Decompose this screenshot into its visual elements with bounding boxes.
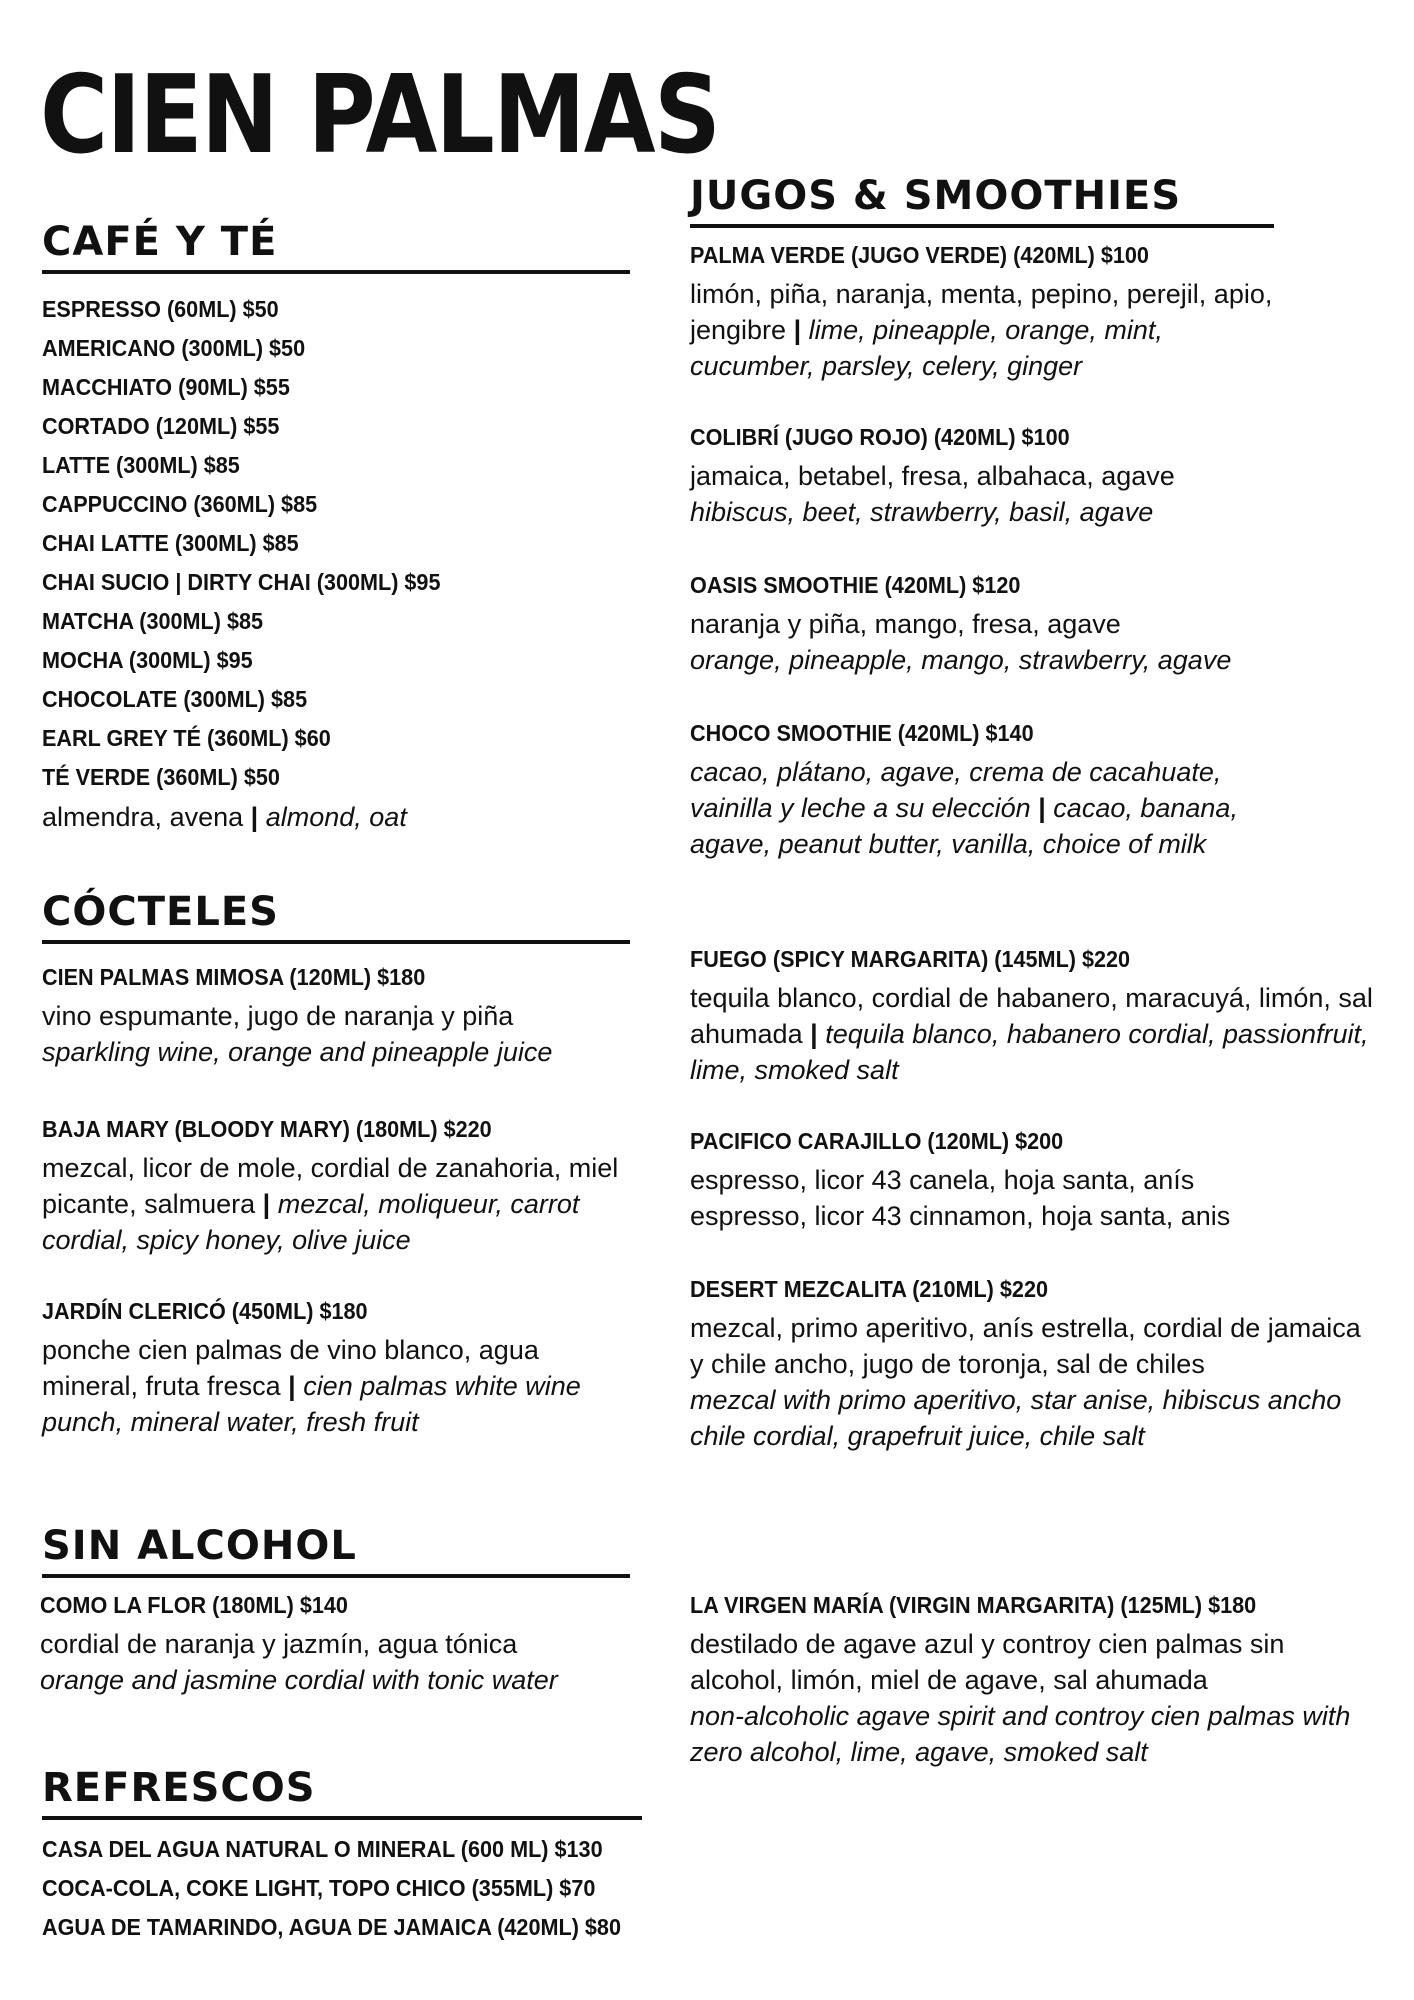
menu-item — [690, 236, 1290, 384]
item-name: PALMA VERDE (JUGO VERDE) (420ML) $100 — [690, 242, 1149, 268]
item-name: LA VIRGEN MARÍA (VIRGIN MARGARITA) (125ML) $180 — [690, 1592, 1257, 1618]
section-cafe — [42, 219, 630, 835]
section-title-cafe: CAFÉ Y TÉ — [42, 222, 630, 274]
menu-item: COCA-COLA, COKE LIGHT, TOPO CHICO (355ML) $70 — [42, 1875, 596, 1901]
item-name: PACIFICO CARAJILLO (120ML) $200 — [690, 1128, 1064, 1154]
item-name: BAJA MARY (BLOODY MARY) (180ML) $220 — [42, 1116, 492, 1142]
menu-item: LATTE (300ML) $85 — [42, 452, 240, 478]
menu-item: CHAI SUCIO | DIRTY CHAI (300ML) $95 — [42, 569, 441, 595]
menu-item — [42, 1110, 642, 1258]
section-title-refrescos: REFRESCOS — [42, 1768, 642, 1820]
menu-item: MACCHIATO (90ML) $55 — [42, 374, 290, 400]
section-sin-alcohol — [42, 1523, 630, 1578]
menu-item: CASA DEL AGUA NATURAL O MINERAL (600 ML) $130 — [42, 1836, 603, 1862]
item-description: mezcal, licor de mole, cordial de zanahoria, miel picante, salmuera | mezcal, moliqueur, carrot cordial, spicy honey, olive juice — [42, 1153, 619, 1255]
menu-item: CORTADO (120ML) $55 — [42, 413, 280, 439]
section-jugos — [690, 173, 1274, 228]
section-cocteles — [42, 889, 630, 944]
milk-options: almendra, avena | almond, oat — [42, 802, 407, 832]
refrescos-list — [42, 1830, 642, 1947]
item-name: CIEN PALMAS MIMOSA (120ML) $180 — [42, 964, 426, 990]
item-description: limón, piña, naranja, menta, pepino, perejil, apio, jengibre | lime, pineapple, orange, mint, cucumber, parsley, celery, ginger — [690, 279, 1273, 381]
menu-item — [690, 566, 1330, 678]
item-description: destilado de agave azul y controy cien palmas sin alcohol, limón, miel de agave, sal ahumada non-alcoholic agave spirit and controy cien palmas with zero alcohol, lime, agave, smoked salt — [690, 1629, 1351, 1767]
item-description: vino espumante, jugo de naranja y piña sparkling wine, orange and pineapple juice — [42, 1001, 553, 1067]
menu-item: CHAI LATTE (300ML) $85 — [42, 530, 299, 556]
item-description: naranja y piña, mango, fresa, agave orange, pineapple, mango, strawberry, agave — [690, 609, 1232, 675]
milk-options-en: almond, oat — [265, 802, 407, 832]
menu-item: AMERICANO (300ML) $50 — [42, 335, 306, 361]
item-description: ponche cien palmas de vino blanco, agua mineral, fruta fresca | cien palmas white wine punch, mineral water, fresh fruit — [42, 1335, 581, 1437]
item-name: CHOCO SMOOTHIE (420ML) $140 — [690, 720, 1034, 746]
restaurant-name: CIEN PALMAS — [40, 53, 720, 178]
menu-item: CHOCOLATE (300ML) $85 — [42, 686, 308, 712]
menu-item — [40, 1586, 640, 1698]
menu-item — [690, 418, 1290, 530]
menu-item — [42, 958, 642, 1070]
item-name: COMO LA FLOR (180ML) $140 — [40, 1592, 348, 1618]
item-name: JARDÍN CLERICÓ (450ML) $180 — [42, 1298, 368, 1324]
section-refrescos — [42, 1765, 642, 1947]
menu-item: MATCHA (300ML) $85 — [42, 608, 264, 634]
item-name: OASIS SMOOTHIE (420ML) $120 — [690, 572, 1021, 598]
section-title-cocteles: CÓCTELES — [42, 892, 630, 944]
item-description: jamaica, betabel, fresa, albahaca, agave hibiscus, beet, strawberry, basil, agave — [690, 461, 1175, 527]
item-name: FUEGO (SPICY MARGARITA) (145ML) $220 — [690, 946, 1131, 972]
menu-item — [690, 714, 1290, 862]
menu-item: EARL GREY TÉ (360ML) $60 — [42, 725, 331, 751]
menu-item — [690, 940, 1390, 1088]
item-description: cordial de naranja y jazmín, agua tónica orange and jasmine cordial with tonic water — [40, 1629, 558, 1695]
menu-item — [690, 1122, 1340, 1234]
menu-item: CAPPUCCINO (360ML) $85 — [42, 491, 318, 517]
item-name: DESERT MEZCALITA (210ML) $220 — [690, 1276, 1048, 1302]
menu-item: ESPRESSO (60ML) $50 — [42, 296, 279, 322]
item-description: cacao, plátano, agave, crema de cacahuate, vainilla y leche a su elección | cacao, banana, agave, peanut butter, vanilla, choice of milk — [690, 757, 1238, 859]
menu-item: TÉ VERDE (360ML) $50 — [42, 764, 280, 790]
item-description: espresso, licor 43 canela, hoja santa, anís espresso, licor 43 cinnamon, hoja santa, anis — [690, 1165, 1231, 1231]
cafe-list — [42, 290, 630, 797]
item-description: mezcal, primo aperitivo, anís estrella, cordial de jamaica y chile ancho, jugo de toronja, sal de chiles mezcal with primo aperitivo, star anise, hibiscus ancho chile cordial, grapefruit juice, chile salt — [690, 1313, 1361, 1451]
item-name: COLIBRÍ (JUGO ROJO) (420ML) $100 — [690, 424, 1070, 450]
menu-item — [690, 1586, 1370, 1770]
menu-item — [42, 1292, 642, 1440]
section-title-sin-alcohol: SIN ALCOHOL — [42, 1526, 630, 1578]
menu-item: MOCHA (300ML) $95 — [42, 647, 253, 673]
milk-options-es: almendra, avena — [42, 802, 244, 832]
menu-item: AGUA DE TAMARINDO, AGUA DE JAMAICA (420ML) $80 — [42, 1914, 621, 1940]
item-description: tequila blanco, cordial de habanero, maracuyá, limón, sal ahumada | tequila blanco, habanero cordial, passionfruit, lime, smoked salt — [690, 983, 1373, 1085]
section-title-jugos: JUGOS & SMOOTHIES — [690, 176, 1274, 228]
menu-item — [690, 1270, 1370, 1454]
